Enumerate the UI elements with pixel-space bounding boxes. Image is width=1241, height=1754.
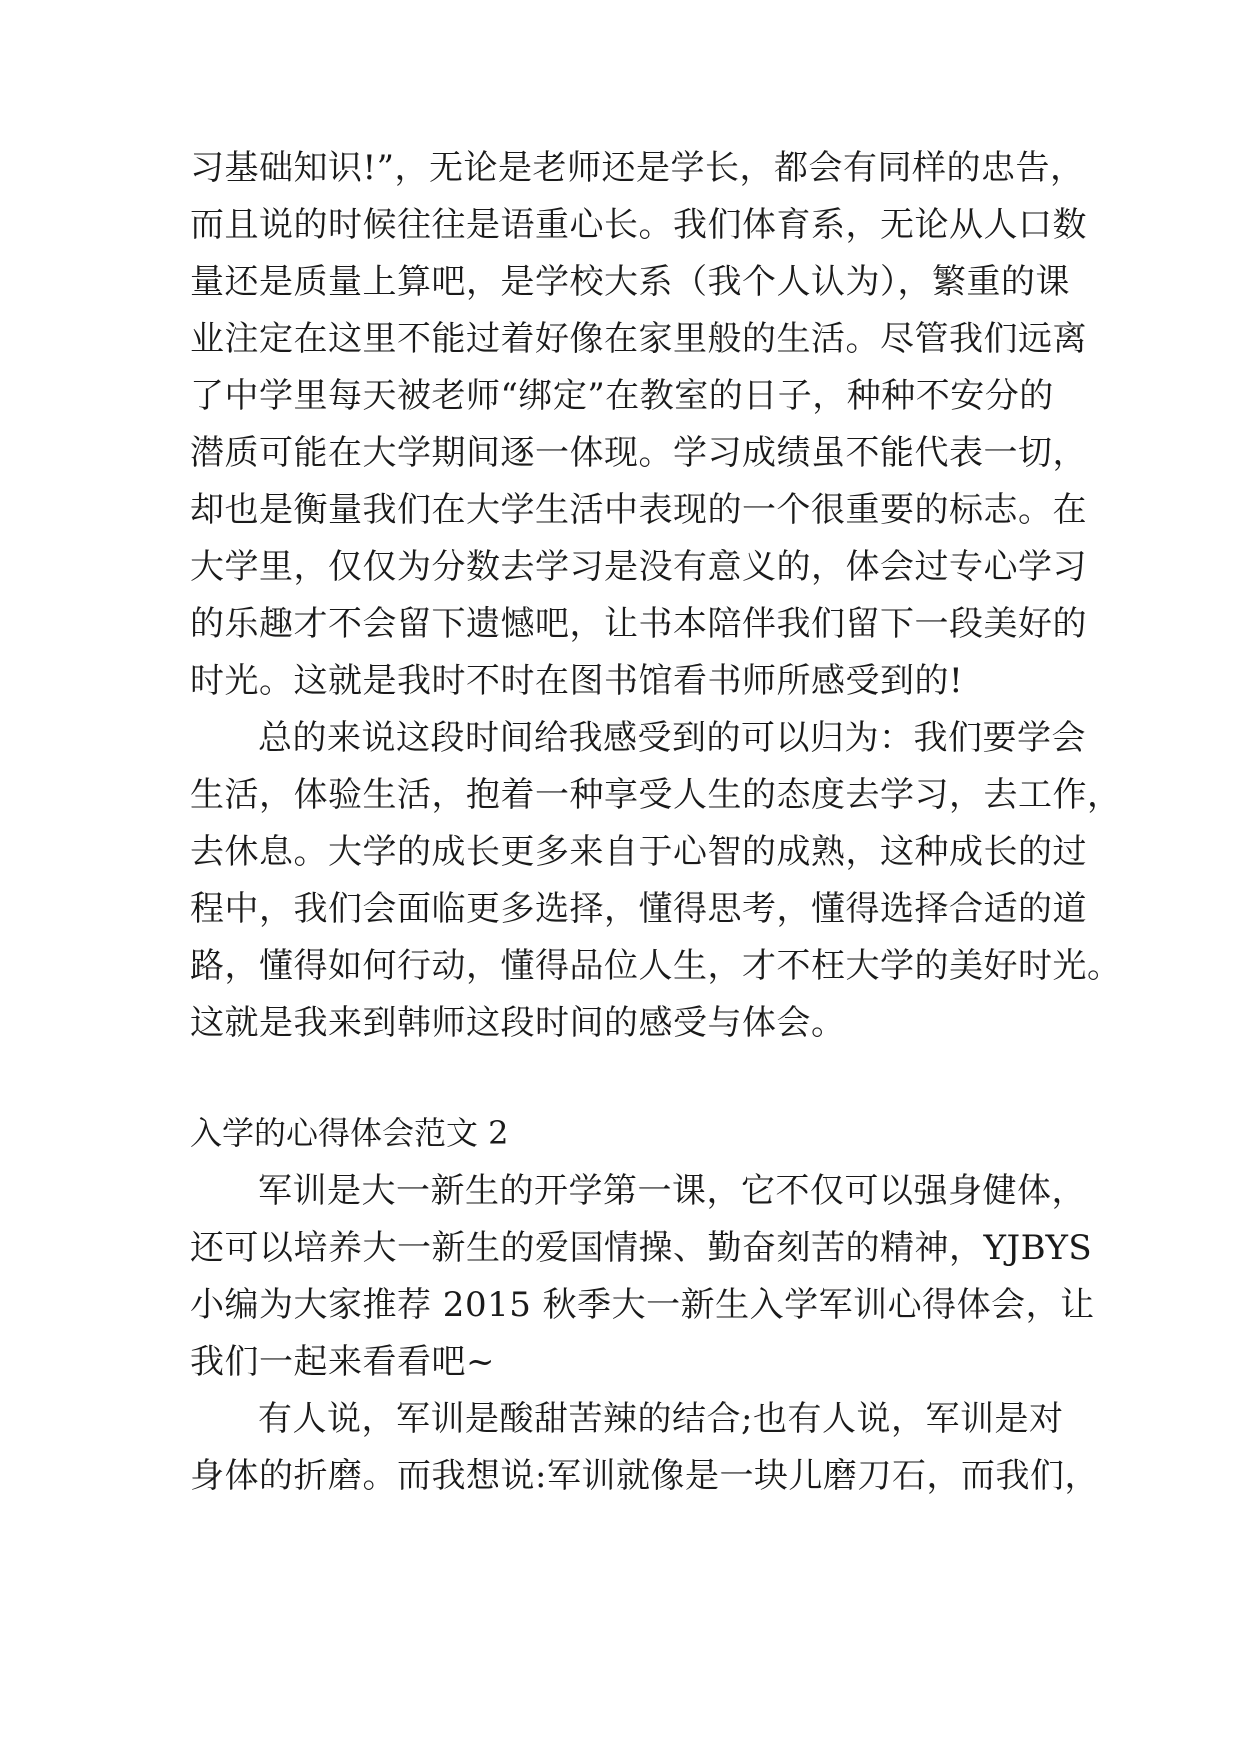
- paragraph-line: 的乐趣才不会留下遗憾吧，让书本陪伴我们留下一段美好的: [190, 604, 1087, 644]
- paragraph-line: 时光。这就是我时不时在图书馆看书师所感受到的!: [190, 661, 964, 701]
- paragraph-line: 生活，体验生活，抱着一种享受人生的态度去学习，去工作，: [190, 775, 1122, 815]
- paragraph-line: 习基础知识!”，无论是老师还是学长，都会有同样的忠告，: [190, 148, 1085, 188]
- paragraph-line: 有人说，军训是酸甜苦辣的结合;也有人说，军训是对: [258, 1399, 1064, 1439]
- paragraph-line: 军训是大一新生的开学第一课，它不仅可以强身健体，: [258, 1171, 1086, 1211]
- paragraph-line: 大学里，仅仅为分数去学习是没有意义的，体会过专心学习: [190, 547, 1087, 587]
- paragraph-line: 却也是衡量我们在大学生活中表现的一个很重要的标志。在: [190, 490, 1087, 530]
- paragraph-line: 总的来说这段时间给我感受到的可以归为：我们要学会: [258, 718, 1086, 758]
- paragraph-line: 还可以培养大一新生的爱国情操、勤奋刻苦的精神，YJBYS: [190, 1228, 1093, 1268]
- paragraph-line: 量还是质量上算吧，是学校大系（我个人认为），繁重的课: [190, 262, 1070, 302]
- paragraph-line: 路，懂得如何行动，懂得品位人生，才不枉大学的美好时光。: [190, 946, 1122, 986]
- paragraph-line: 业注定在这里不能过着好像在家里般的生活。尽管我们远离: [190, 319, 1087, 359]
- paragraph-line: 而且说的时候往往是语重心长。我们体育系，无论从人口数: [190, 205, 1087, 245]
- paragraph-line: 潜质可能在大学期间逐一体现。学习成绩虽不能代表一切，: [190, 433, 1087, 473]
- paragraph-line: 去休息。大学的成长更多来自于心智的成熟，这种成长的过: [190, 832, 1087, 872]
- paragraph-line: 身体的折磨。而我想说:军训就像是一块儿磨刀石，而我们，: [190, 1456, 1099, 1496]
- paragraph-line: 了中学里每天被老师“绑定”在教室的日子，种种不安分的: [190, 376, 1054, 416]
- paragraph-line: 这就是我来到韩师这段时间的感受与体会。: [190, 1003, 846, 1043]
- section-heading: 入学的心得体会范文 2: [190, 1114, 509, 1152]
- paragraph-line: 我们一起来看看吧~: [190, 1342, 495, 1382]
- paragraph-line: 小编为大家推荐 2015 秋季大一新生入学军训心得体会，让: [190, 1285, 1095, 1325]
- paragraph-line: 程中，我们会面临更多选择，懂得思考，懂得选择合适的道: [190, 889, 1087, 929]
